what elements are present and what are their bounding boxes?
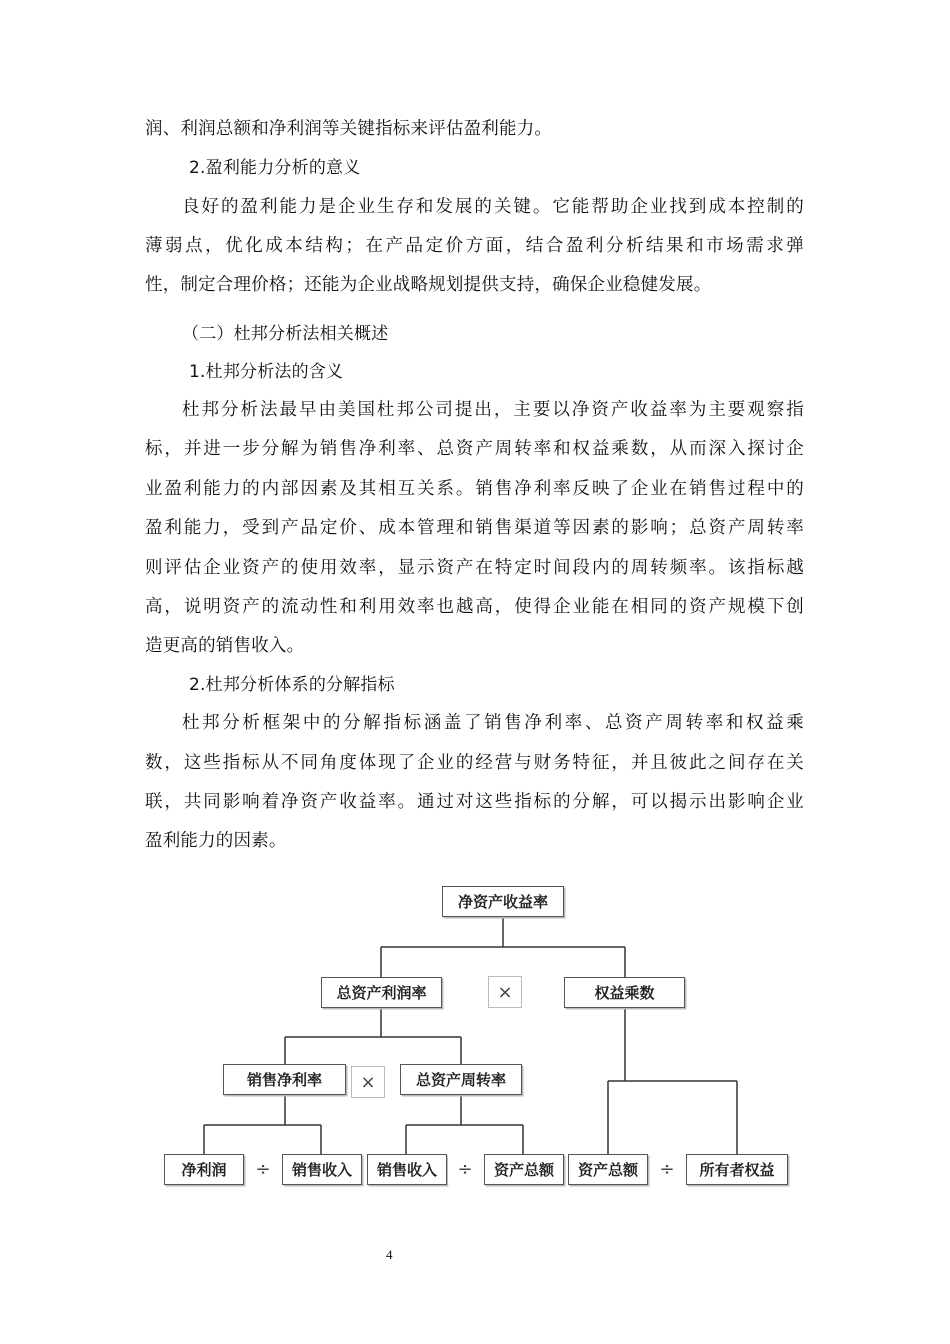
multiply-operator: ×: [488, 976, 522, 1008]
divide-operator: ÷: [246, 1154, 280, 1185]
box-total-assets: 资产总额: [568, 1154, 648, 1185]
multiply-operator: ×: [351, 1066, 385, 1098]
page-number: 4: [386, 1247, 393, 1262]
text-line: 高，说明资产的流动性和利用效率也越高，使得企业能在相同的资产规模下创: [145, 597, 804, 617]
box-return-on-equity: 净资产收益率: [442, 886, 564, 917]
text-line: 润、利润总额和净利润等关键指标来评估盈利能力。: [145, 119, 553, 139]
box-net-profit: 净利润: [164, 1154, 244, 1185]
box-return-on-assets: 总资产利润率: [321, 977, 442, 1008]
text-line: 杜邦分析法最早由美国杜邦公司提出，主要以净资产收益率为主要观察指: [182, 400, 804, 420]
text-line: 造更高的销售收入。: [145, 636, 305, 656]
text-line: 盈利能力，受到产品定价、成本管理和销售渠道等因素的影响；总资产周转率: [145, 518, 804, 538]
text-line: 薄弱点，优化成本结构；在产品定价方面，结合盈利分析结果和市场需求弹: [145, 236, 804, 256]
box-asset-turnover: 总资产周转率: [400, 1064, 522, 1095]
heading-decomposition: 2.杜邦分析体系的分解指标: [189, 675, 395, 695]
box-total-assets: 资产总额: [484, 1154, 564, 1185]
text-line: 数，这些指标从不同角度体现了企业的经营与财务特征，并且彼此之间存在关: [145, 753, 804, 773]
box-sales-revenue: 销售收入: [282, 1154, 362, 1185]
divide-operator: ÷: [650, 1154, 684, 1185]
box-net-profit-margin: 销售净利率: [223, 1064, 346, 1095]
text-line: 标，并进一步分解为销售净利率、总资产周转率和权益乘数，从而深入探讨企: [145, 439, 804, 459]
text-line: 联，共同影响着净资产收益率。通过对这些指标的分解，可以揭示出影响企业: [145, 792, 804, 812]
text-line: 性，制定合理价格；还能为企业战略规划提供支持，确保企业稳健发展。: [145, 275, 712, 295]
text-line: 业盈利能力的内部因素及其相互关系。销售净利率反映了企业在销售过程中的: [145, 479, 804, 499]
heading-significance: 2.盈利能力分析的意义: [189, 158, 361, 178]
divide-operator: ÷: [448, 1154, 482, 1185]
text-line: 盈利能力的因素。: [145, 831, 287, 851]
box-equity-multiplier: 权益乘数: [564, 977, 685, 1008]
heading-section-2: （二）杜邦分析法相关概述: [182, 324, 389, 344]
text-line: 杜邦分析框架中的分解指标涵盖了销售净利率、总资产周转率和权益乘: [182, 713, 804, 733]
heading-meaning: 1.杜邦分析法的含义: [189, 362, 344, 382]
box-owners-equity: 所有者权益: [686, 1154, 788, 1185]
text-line: 良好的盈利能力是企业生存和发展的关键。它能帮助企业找到成本控制的: [182, 197, 804, 217]
box-sales-revenue: 销售收入: [367, 1154, 447, 1185]
text-line: 则评估企业资产的使用效率，显示资产在特定时间段内的周转频率。该指标越: [145, 558, 804, 578]
